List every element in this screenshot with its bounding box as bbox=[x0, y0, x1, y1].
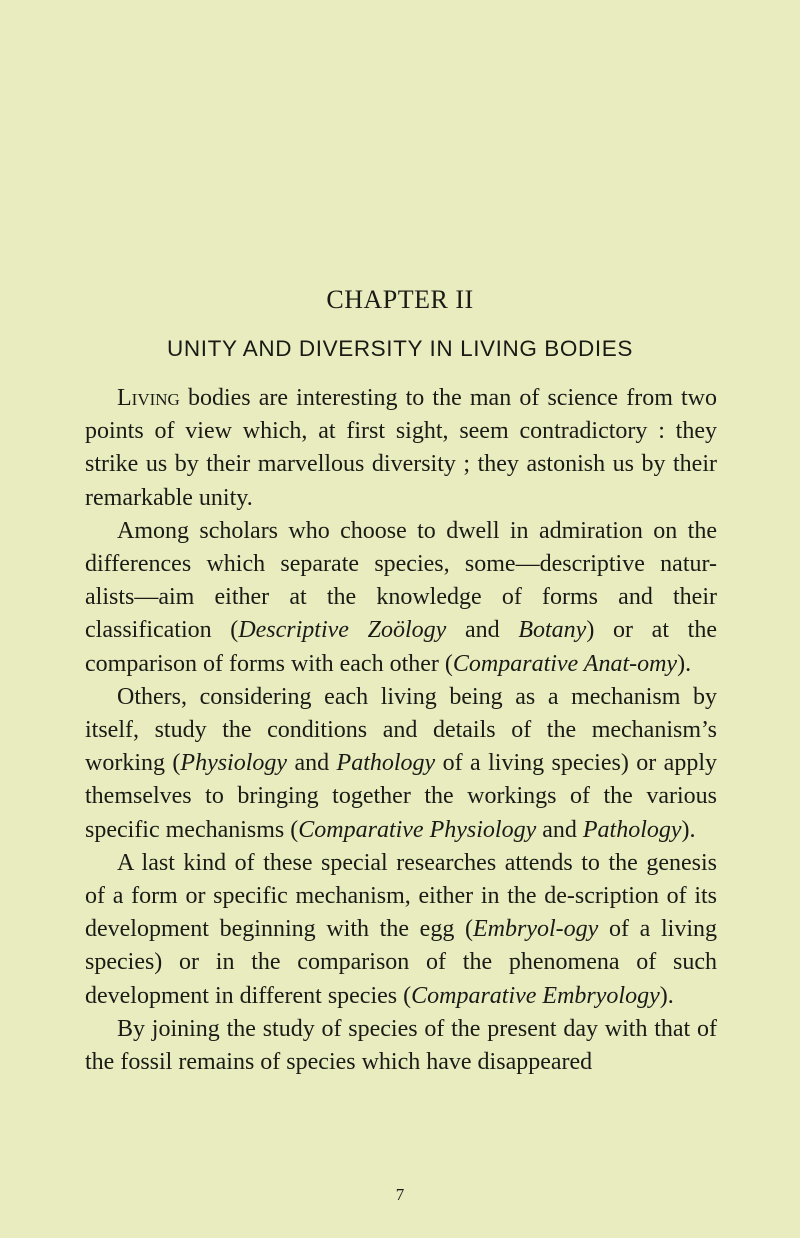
paragraph-5 bbox=[85, 1013, 717, 1079]
paragraph-text: and bbox=[536, 816, 583, 843]
italic-term: Physiology bbox=[180, 750, 288, 777]
italic-term: Comparative Embryology bbox=[411, 982, 660, 1009]
paragraph-1 bbox=[85, 382, 717, 515]
italic-term: Descriptive Zoölogy bbox=[238, 617, 447, 644]
italic-term: Pathology bbox=[336, 750, 436, 777]
paragraph-text: ). bbox=[681, 816, 696, 843]
paragraph-text: ). bbox=[659, 982, 674, 1009]
italic-term: Comparative Anat-omy bbox=[452, 650, 678, 677]
body-text bbox=[85, 382, 717, 1079]
paragraph-text: and bbox=[446, 617, 519, 644]
paragraph-text: A last kind of these special researches attends to the genesis of a form or specific mechanism, either in the de-scription of its development beginning with the egg ( bbox=[85, 849, 717, 943]
paragraph-text: Among scholars who choose to dwell in admiration on the differences which separate species, some—descriptive natur-alists—aim either at the knowledge of forms and their classification ( bbox=[85, 517, 717, 644]
paragraph-text: By joining the study of species of the present day with that of the fossil remains of species which have disappeared bbox=[85, 1015, 717, 1076]
paragraph-4 bbox=[85, 847, 717, 1013]
page-number: 7 bbox=[395, 1185, 405, 1204]
paragraph-text: ) or at the comparison of forms with each other ( bbox=[85, 617, 717, 677]
chapter-heading: CHAPTER II bbox=[326, 285, 474, 314]
paragraph-text: Others, considering each living being as a mechanism by itself, study the conditions and details of the mechanism’s working ( bbox=[85, 683, 717, 777]
paragraph-text: ). bbox=[677, 650, 692, 677]
italic-term: Comparative Physiology bbox=[298, 816, 537, 843]
italic-term: Embryol-ogy bbox=[473, 916, 599, 943]
paragraph-3 bbox=[85, 681, 717, 847]
paragraph-text: of a living species) or in the comparison of the phenomena of such development in different species ( bbox=[85, 916, 717, 1009]
paragraph-text: bodies are interesting to the man of science from two points of view which, at first sight, seem contradictory : they strike us by their marvellous diversity ; they astonish us by their remarkable unity. bbox=[85, 385, 717, 511]
paragraph-2 bbox=[85, 515, 717, 681]
paragraph-text: of a living species) or apply themselves to bringing together the workings of the various specific mechanisms ( bbox=[85, 750, 717, 843]
paragraph-text: and bbox=[287, 750, 337, 777]
chapter-title: UNITY AND DIVERSITY IN LIVING BODIES bbox=[167, 336, 633, 361]
paragraph-lead-word: Living bbox=[117, 385, 180, 411]
italic-term: Pathology bbox=[582, 816, 682, 843]
italic-term: Botany bbox=[518, 617, 587, 644]
